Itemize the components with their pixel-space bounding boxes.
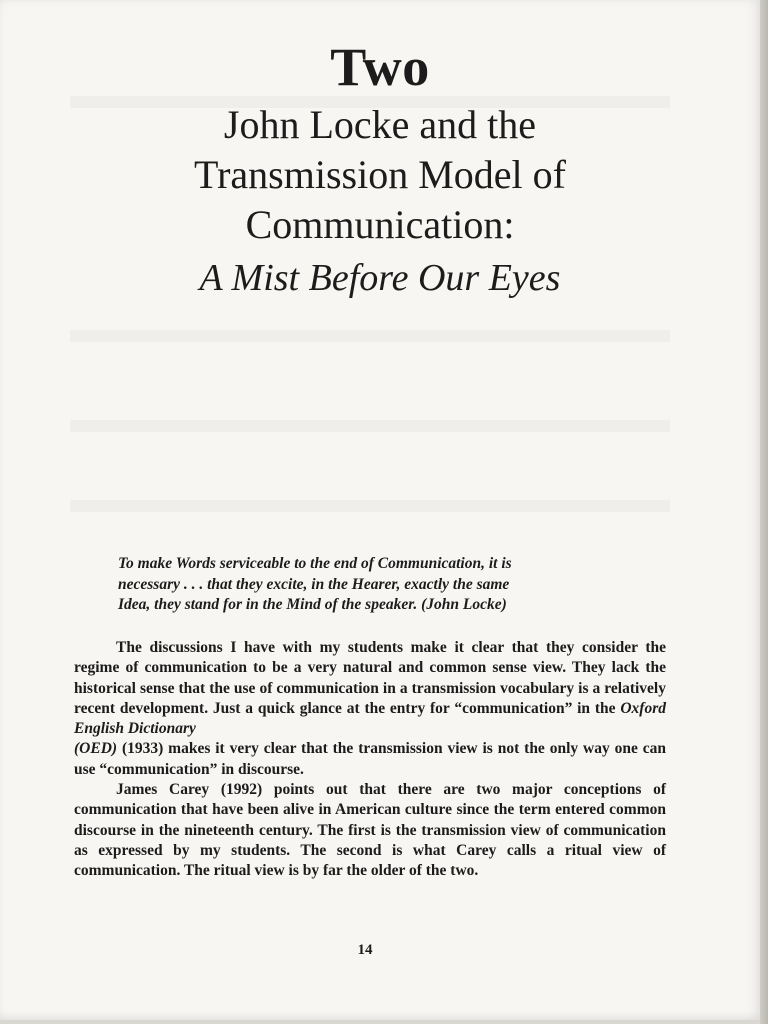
show-through	[70, 330, 670, 342]
paragraph: James Carey (1992) points out that there are two major conceptions of communication that have been alive in American culture since the term entered common discourse in the nineteenth century. The first is the transmission view of communication as expressed by my students. The second is what Carey calls a ritual view of communication. The ritual view is by far the older of the two.	[74, 781, 666, 880]
page-edge	[760, 0, 768, 1024]
paragraph-text: The discussions I have with my students make it clear that they consider the regime of communication to be a very natural and common sense view. They lack the historical sense that the use of communication in a transmission vocabulary is a relatively recent development. Just a quick glance at the entry for “communication” in the	[74, 639, 666, 717]
chapter-title-line: Transmission Model of	[194, 152, 566, 197]
dictionary-abbreviation: (OED)	[74, 740, 118, 758]
epigraph-line: Idea, they stand for in the Mind of the speaker. (John Locke)	[118, 596, 507, 613]
body-text	[74, 638, 666, 882]
chapter-title	[80, 100, 680, 250]
show-through	[70, 420, 670, 432]
chapter-title-line: Communication:	[245, 202, 515, 247]
chapter-heading	[80, 36, 680, 302]
paragraph-text: (1933) makes it very clear that the transmission view is not the only way one can use “communication” in discourse.	[74, 740, 666, 778]
epigraph	[118, 554, 638, 616]
chapter-number: Two	[330, 37, 430, 97]
paragraph	[74, 638, 666, 780]
chapter-title-line: John Locke and the	[223, 102, 537, 147]
dictionary-title: Oxford English Dictionary	[74, 699, 666, 738]
show-through	[70, 500, 670, 512]
chapter-subtitle: A Mist Before Our Eyes	[199, 257, 561, 299]
epigraph-line: necessary . . . that they excite, in the Hearer, exactly the same	[118, 575, 510, 593]
page-number: 14	[357, 942, 373, 958]
epigraph-line: To make Words serviceable to the end of Communication, it is	[118, 555, 512, 572]
